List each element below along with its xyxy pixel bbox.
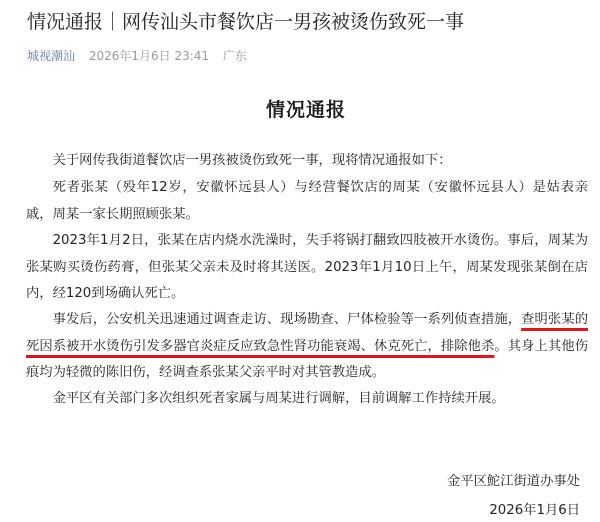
- notice-title: 情况通报: [265, 99, 346, 121]
- notice-paragraph-investigation: [26, 307, 588, 387]
- publish-date: 2026年1月6日 23:41: [88, 49, 210, 63]
- notice-paragraph-incident: 2023年1月2日，张某在店内烧水洗澡时，失手将锅打翻致四肢被开水烫伤。事后，周某为张某购买烫伤药膏，但张某父亲未及时将其送医。2023年1月10日上午，周某发现张某倒在店内，经120到场确认死亡。: [26, 233, 588, 301]
- highlighted-conclusion: 查明张某的死因系被开水烫伤引发多器官炎症反应致急性肾功能衰竭、休克死亡，排除他杀: [26, 312, 589, 354]
- publish-location: 广东: [222, 49, 247, 63]
- notice-paragraph-mediation: 金平区有关部门多次组织死者家属与周某进行调解，目前调解工作持续开展。: [52, 391, 505, 406]
- investigation-text: 事发后，公安机关迅速通过调查走访、现场勘查、尸体检验等一系列侦查措施，: [52, 312, 522, 327]
- signature-date: 2026年1月6日: [489, 503, 580, 518]
- source-link[interactable]: 城视潮汕: [27, 49, 76, 63]
- notice-paragraph-intro: 关于网传我街道餐饮店一男孩被烫伤致死一事，现将情况通报如下：: [52, 153, 452, 168]
- notice-document-image: [22, 74, 590, 520]
- article-meta: [27, 48, 247, 64]
- investigation-text-tail: 。其身上其他伤痕均为轻微的陈旧伤，经调查系张某父亲平时对其管教造成。: [26, 338, 589, 380]
- signature-org: 金平区鮀江街道办事处: [447, 474, 580, 489]
- article-headline: 情况通报｜网传汕头市餐饮店一男孩被烫伤致死一事: [27, 11, 465, 33]
- notice-paragraph-relationship: 死者张某（殁年12岁，安徽怀远县人）与经营餐饮店的周某（安徽怀远县人）是姑表亲戚，周某一家长期照顾张某。: [26, 180, 588, 222]
